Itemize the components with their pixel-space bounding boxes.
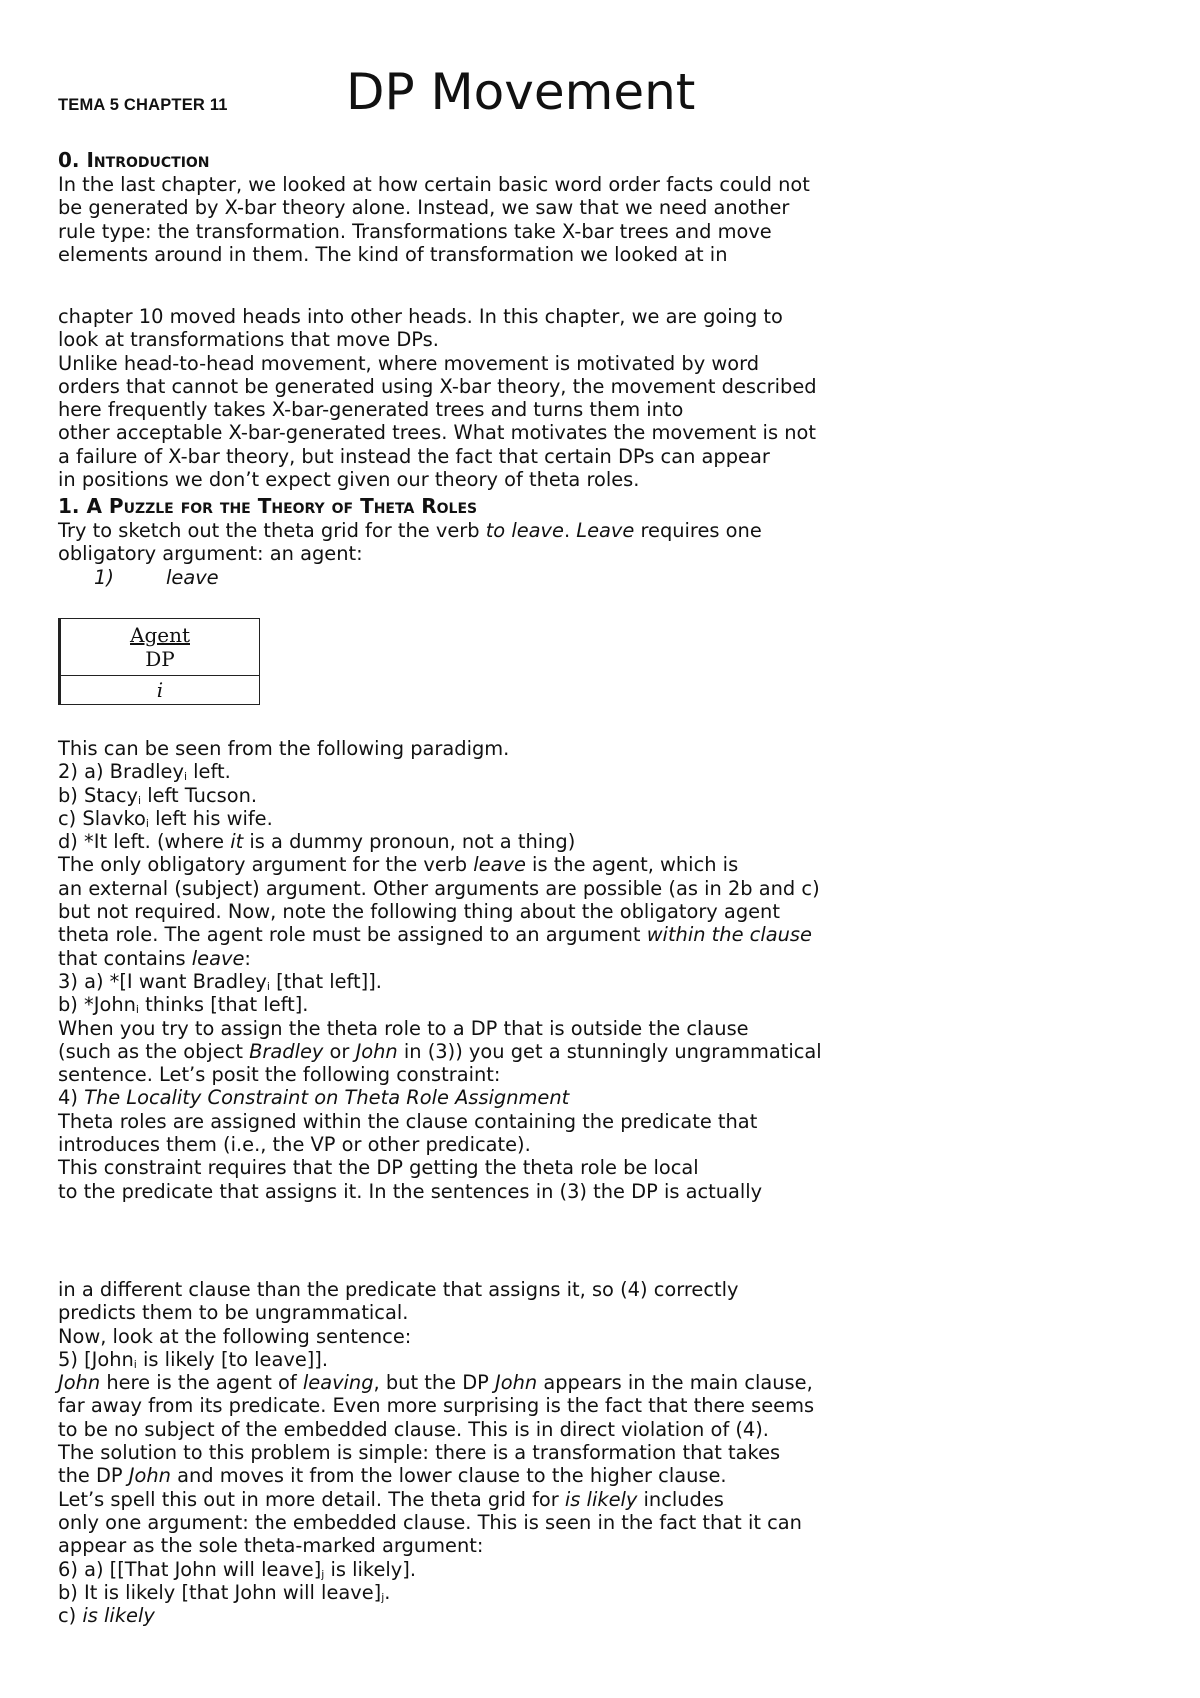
theta-grid-header <box>60 619 260 676</box>
document-header <box>58 62 1158 132</box>
example-6c: c) is likely <box>58 1604 155 1628</box>
page-title: DP Movement <box>346 63 696 121</box>
text-line: be generated by X-bar theory alone. Instead, we saw that we need another <box>58 196 790 220</box>
section-introduction-cont <box>58 305 1158 491</box>
text-line: introduces them (i.e., the VP or other predicate). <box>58 1133 531 1157</box>
example-3a: 3) a) *[I want Bradley$_i$ [that left]]. <box>58 969 382 993</box>
text-line: only one argument: the embedded clause. This is seen in the fact that it can <box>58 1510 802 1534</box>
text-line: that contains leave: <box>58 946 251 970</box>
text-line: other acceptable X-bar-generated trees. What motivates the movement is not <box>58 421 816 445</box>
section-introduction <box>58 148 1158 266</box>
theta-grid-table <box>58 618 260 705</box>
text-line: but not required. Now, note the following thing about the obligatory agent <box>58 900 780 924</box>
text-line: an external (subject) argument. Other arguments are possible (as in 2b and c) <box>58 876 820 900</box>
text-line: to the predicate that assigns it. In the sentences in (3) the DP is actually <box>58 1179 763 1203</box>
text-line: theta role. The agent role must be assigned to an argument within the clause <box>58 923 812 947</box>
text-line: Let’s spell this out in more detail. The theta grid for is likely includes <box>58 1487 724 1511</box>
theta-index-cell: i <box>60 676 260 705</box>
example-6a: 6) a) [[That John will $leave]_j$ is likely]. <box>58 1557 416 1581</box>
text-line: far away from its predicate. Even more surprising is the fact that there seems <box>58 1394 815 1418</box>
text-line: in positions we don’t expect given our theory of theta roles. <box>58 468 640 492</box>
section-paradigm <box>58 737 1158 1203</box>
example-6b: b) It is likely [that John will $leave]_j$. <box>58 1580 391 1604</box>
text-line: in a different clause than the predicate that assigns it, so (4) correctly <box>58 1278 739 1301</box>
theta-role-label: Agent <box>130 623 190 647</box>
example-1: 1) leave <box>94 565 219 589</box>
text-line: the DP John and moves it from the lower clause to the higher clause. <box>58 1464 727 1488</box>
text-line: predicts them to be ungrammatical. <box>58 1301 409 1325</box>
text-line: elements around in them. The kind of transformation we looked at in <box>58 242 728 266</box>
text-line: Now, look at the following sentence: <box>58 1324 412 1348</box>
constraint-4-title: 4) The Locality Constraint on Theta Role Assignment <box>58 1086 570 1110</box>
text-line: Unlike head-to-head movement, where movement is motivated by word <box>58 351 760 375</box>
text-line: look at transformations that move DPs. <box>58 328 439 352</box>
text-line: In the last chapter, we looked at how certain basic word order facts could not <box>58 173 810 196</box>
course-label: TEMA 5 CHAPTER 11 <box>58 96 228 114</box>
example-2a: 2) a) Bradley$_i$ left. <box>58 760 231 784</box>
text-line: This constraint requires that the DP getting the theta role be local <box>58 1156 699 1180</box>
text-line: (such as the object Bradley or John in (3)) you get a stunningly ungrammatical <box>58 1039 822 1063</box>
theta-category-label: DP <box>145 647 175 671</box>
text-line: orders that cannot be generated using X-bar theory, the movement described <box>58 374 817 398</box>
text-line: This can be seen from the following paradigm. <box>58 737 510 760</box>
text-line: sentence. Let’s posit the following constraint: <box>58 1063 501 1087</box>
text-line: chapter 10 moved heads into other heads. In this chapter, we are going to <box>58 305 783 328</box>
text-line: Try to sketch out the theta grid for the verb to leave. Leave requires one <box>58 519 762 542</box>
text-line: here frequently takes X-bar-generated trees and turns them into <box>58 398 684 422</box>
example-3b: b) *John$_i$ thinks [that left]. <box>58 993 309 1017</box>
section-continuation <box>58 1278 1158 1627</box>
text-line: Theta roles are assigned within the clause containing the predicate that <box>58 1109 758 1133</box>
example-2b: b) Stacy$_i$ left Tucson. <box>58 783 258 807</box>
text-line: a failure of X-bar theory, but instead the fact that certain DPs can appear <box>58 444 770 468</box>
text-line: The only obligatory argument for the verb leave is the agent, which is <box>58 853 739 877</box>
text-line: obligatory argument: an agent: <box>58 542 363 566</box>
text-line: The solution to this problem is simple: there is a transformation that takes <box>58 1441 781 1465</box>
text-line: rule type: the transformation. Transformations take X-bar trees and move <box>58 219 772 243</box>
text-line: John here is the agent of leaving, but the DP John appears in the main clause, <box>58 1371 813 1395</box>
example-2c: c) Slavko$_i$ left his wife. <box>58 806 273 830</box>
text-line: When you try to assign the theta role to a DP that is outside the clause <box>58 1016 749 1040</box>
section-heading-introduction: 0. Introduction <box>58 148 210 172</box>
example-2d: d) *It left. (where it is a dummy pronoun, not a thing) <box>58 830 576 854</box>
text-line: to be no subject of the embedded clause. This is in direct violation of (4). <box>58 1417 769 1441</box>
example-5: 5) [John$_i$ is likely [to leave]]. <box>58 1347 329 1371</box>
section-puzzle <box>58 494 1158 589</box>
text-line: appear as the sole theta-marked argument: <box>58 1534 484 1558</box>
section-heading-puzzle: 1. A Puzzle for the Theory of Theta Roles <box>58 494 478 518</box>
